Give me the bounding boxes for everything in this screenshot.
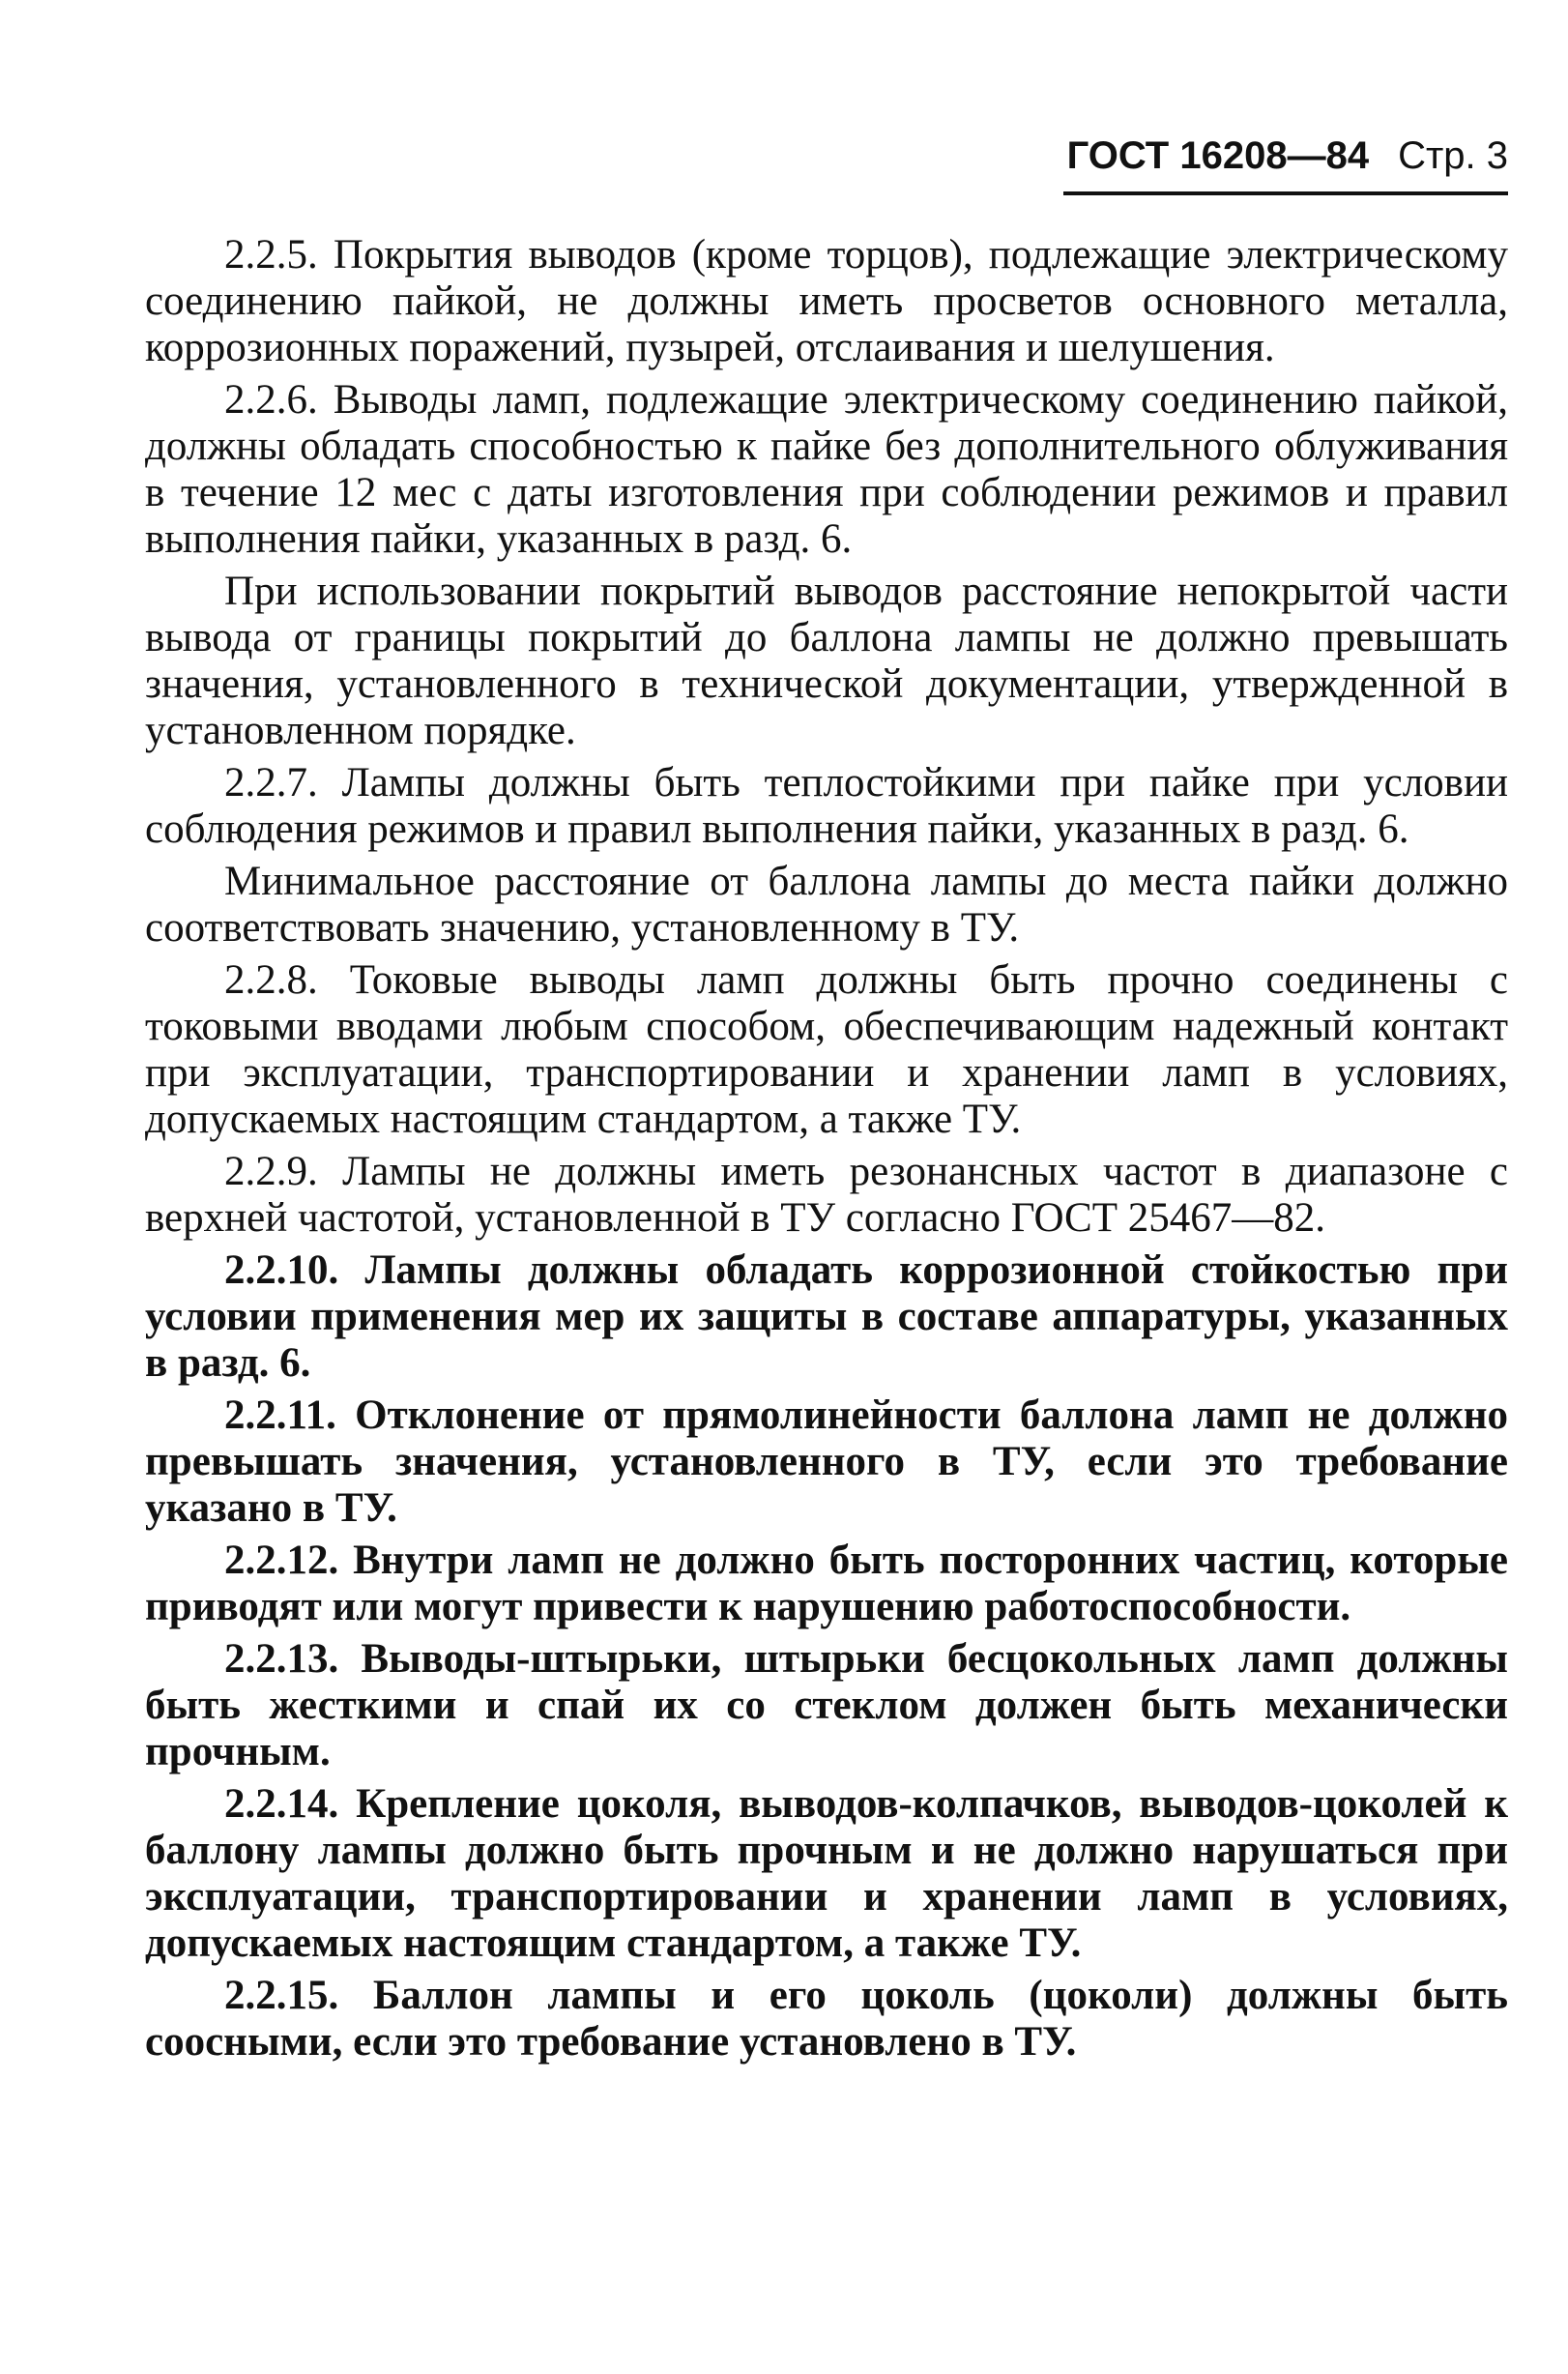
page-number: Стр. 3 [1398,134,1508,177]
clause-2-2-12: 2.2.12. Внутри ламп не должно быть посторонних частиц, которые приводят или могут привести к нарушению работоспособности. [145,1538,1508,1629]
clause-2-2-15: 2.2.15. Баллон лампы и его цоколь (цоколи) должны быть соосными, если это требование установлено в ТУ. [145,1973,1508,2065]
clause-2-2-11: 2.2.11. Отклонение от прямолинейности баллона ламп не должно превышать значения, установленного в ТУ, если это требование указано в ТУ. [145,1392,1508,1531]
clause-2-2-14: 2.2.14. Крепление цоколя, выводов-колпачков, выводов-цоколей к баллону лампы должно быть прочным и не должно нарушаться при эксплуатации, транспортировании и хранении ламп в условиях, допускаемых настоящим стандартом, а также ТУ. [145,1781,1508,1966]
clause-2-2-10: 2.2.10. Лампы должны обладать коррозионной стойкостью при условии применения мер их защиты в составе аппаратуры, указанных в разд. 6. [145,1247,1508,1386]
clause-2-2-6-note: При использовании покрытий выводов расстояние непокрытой части вывода от границы покрытий до баллона лампы не должно превышать значения, установленного в технической документации, утвержденной в установленном порядке. [145,569,1508,753]
clause-2-2-7-note: Минимальное расстояние от баллона лампы до места пайки должно соответствовать значению, установленному в ТУ. [145,859,1508,951]
clause-2-2-9: 2.2.9. Лампы не должны иметь резонансных частот в диапазоне с верхней частотой, установленной в ТУ согласно ГОСТ 25467—82. [145,1149,1508,1241]
clause-2-2-6: 2.2.6. Выводы ламп, подлежащие электрическому соединению пайкой, должны обладать способностью к пайке без дополнительного облуживания в течение 12 мес с даты изготовления при соблюдении режимов и правил выполнения пайки, указанных в разд. 6. [145,377,1508,562]
page-header [1063,133,1508,195]
document-code: ГОСТ 16208—84 [1066,134,1370,177]
clause-2-2-5: 2.2.5. Покрытия выводов (кроме торцов), подлежащие электрическому соединению пайкой, не должны иметь просветов основного металла, коррозионных поражений, пузырей, отслаивания и шелушения. [145,232,1508,370]
document-body [145,232,1508,2071]
clause-2-2-13: 2.2.13. Выводы-штырьки, штырьки бесцокольных ламп должны быть жесткими и спай их со стеклом должен быть механически прочным. [145,1636,1508,1774]
clause-2-2-8: 2.2.8. Токовые выводы ламп должны быть прочно соединены с токовыми вводами любым способом, обеспечивающим надежный контакт при эксплуатации, транспортировании и хранении ламп в условиях, допускаемых настоящим стандартом, а также ТУ. [145,957,1508,1142]
clause-2-2-7: 2.2.7. Лампы должны быть теплостойкими при пайке при условии соблюдения режимов и правил выполнения пайки, указанных в разд. 6. [145,760,1508,852]
